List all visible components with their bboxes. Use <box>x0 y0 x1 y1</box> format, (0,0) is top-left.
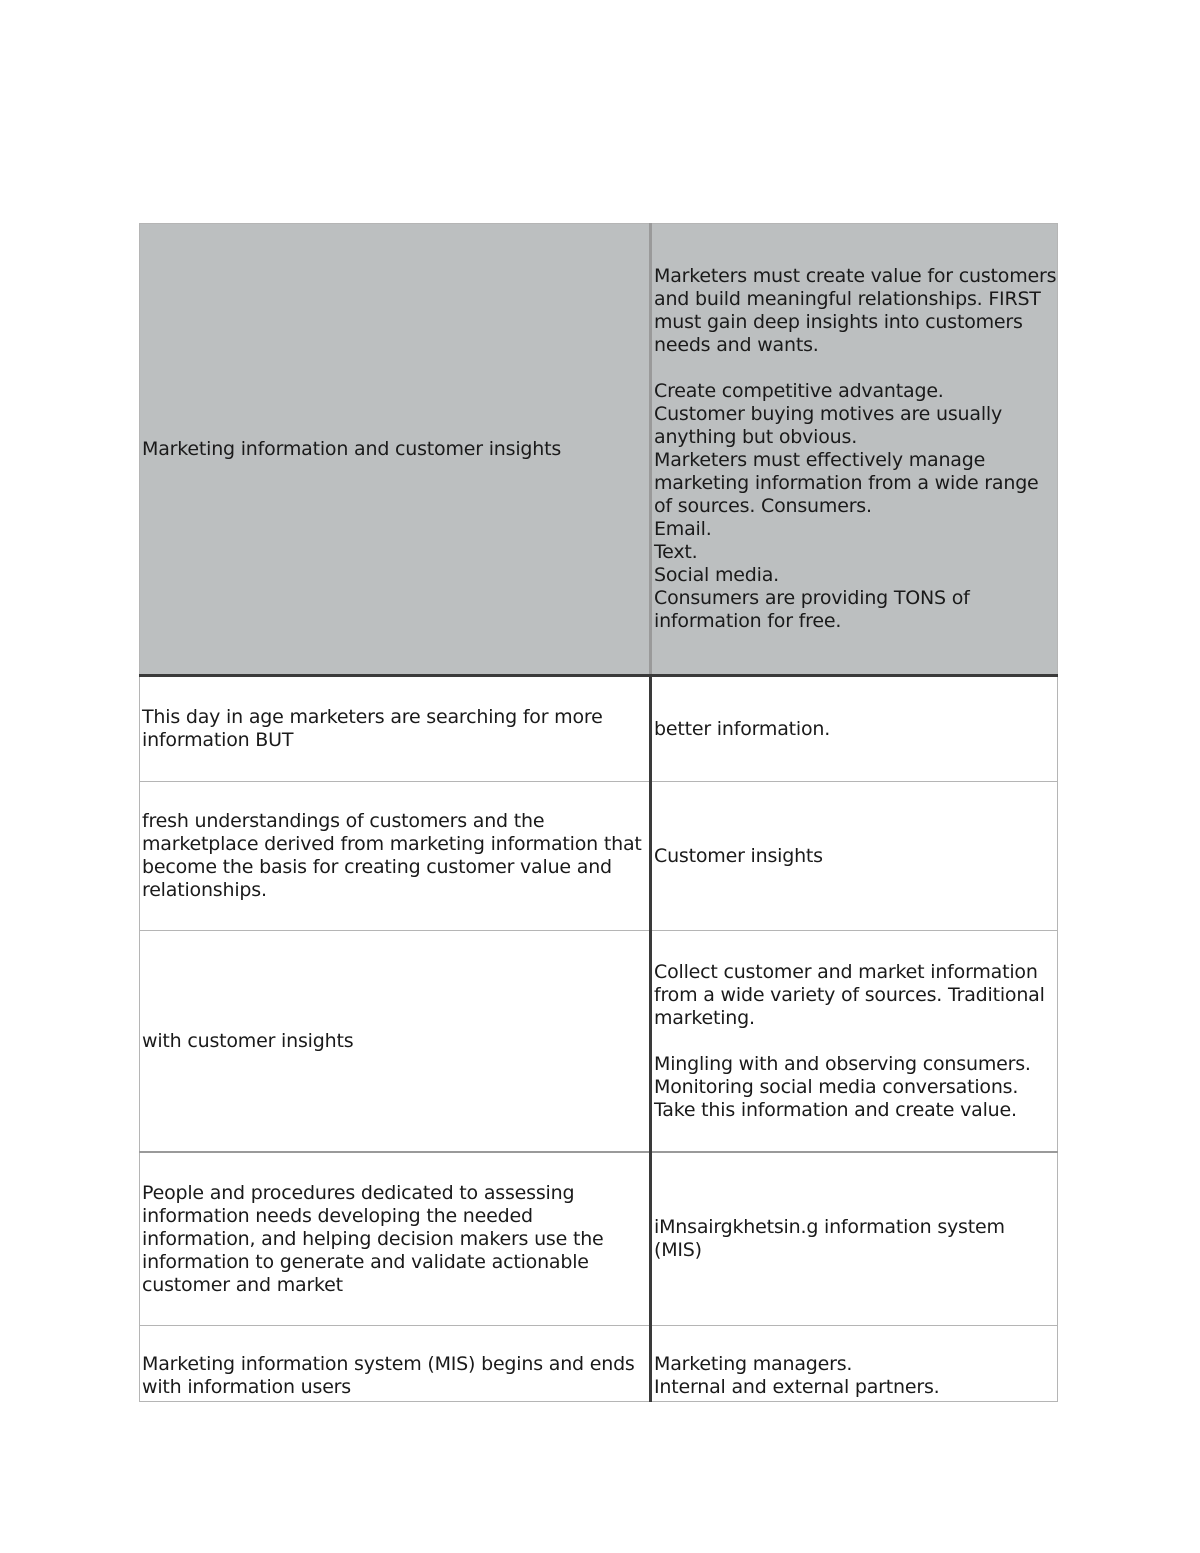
definition-cell <box>651 224 1058 676</box>
table-row <box>140 931 1058 1153</box>
term-cell <box>140 676 651 782</box>
term-cell <box>140 1326 651 1402</box>
definition-text: Marketing managers. Internal and external partners. <box>654 1353 940 1398</box>
term-text: with customer insights <box>142 1029 354 1052</box>
table-row <box>140 676 1058 782</box>
definition-text: Marketers must create value for customers and build meaningful relationships. FIRST must gain deep insights into customers needs and wants. Create competitive advantage. Customer buying motives are usually anything but obvious. Marketers must effectively manage marketing information from a wide range of sources. Consumers. Email. Text. Social media. Consumers are providing TONS of information for free. <box>654 265 1057 632</box>
definition-cell <box>651 1326 1058 1402</box>
definition-cell <box>651 676 1058 782</box>
flashcard-table <box>139 223 1058 1402</box>
definition-cell <box>651 931 1058 1153</box>
term-cell <box>140 931 651 1153</box>
term-cell <box>140 782 651 931</box>
table-row <box>140 224 1058 676</box>
term-text: Marketing information system (MIS) begins and ends with information users <box>142 1353 635 1398</box>
definition-text: iMnsairgkhetsin.g information system (MIS) <box>654 1216 1005 1261</box>
term-text: This day in age marketers are searching for more information BUT <box>142 706 603 751</box>
definition-cell <box>651 1152 1058 1326</box>
definition-text: better information. <box>654 717 831 740</box>
definition-text: Customer insights <box>654 844 823 867</box>
term-text: People and procedures dedicated to assessing information needs developing the needed information, and helping decision makers use the information to generate and validate actionable customer and market <box>142 1181 604 1296</box>
term-text: fresh understandings of customers and the marketplace derived from marketing information that become the basis for creating customer value and relationships. <box>142 810 642 901</box>
term-cell <box>140 1152 651 1326</box>
term-text: Marketing information and customer insights <box>142 437 562 460</box>
table-row <box>140 1326 1058 1402</box>
definition-text: Collect customer and market information from a wide variety of sources. Traditional marketing. Mingling with and observing consumers. Monitoring social media conversations. Take this information and create value. <box>654 960 1045 1121</box>
table-row <box>140 1152 1058 1326</box>
definition-cell <box>651 782 1058 931</box>
term-cell <box>140 224 651 676</box>
table-row <box>140 782 1058 931</box>
